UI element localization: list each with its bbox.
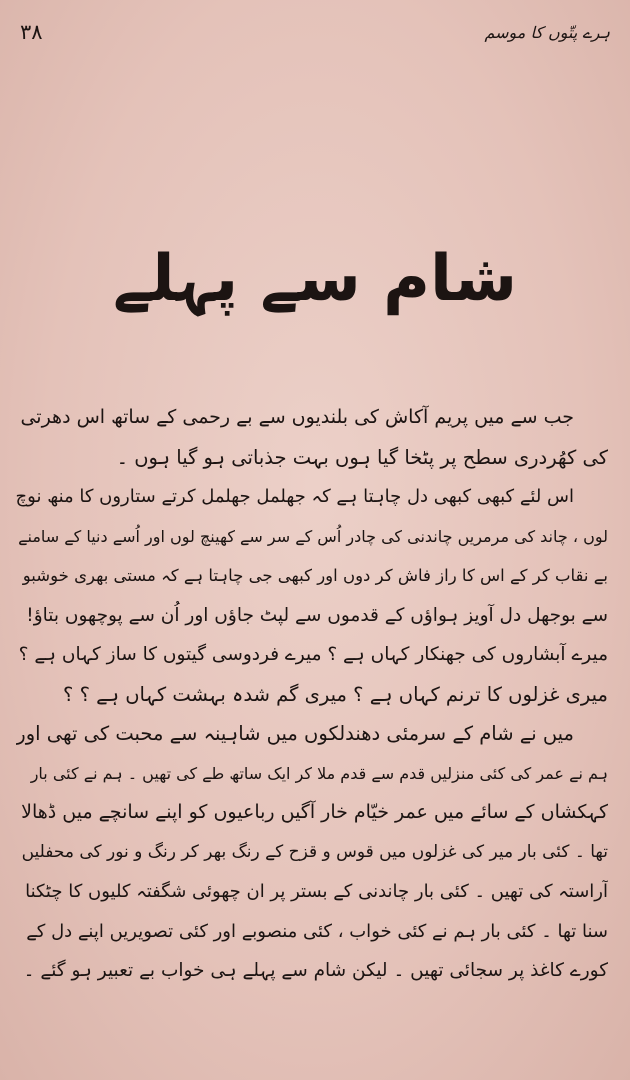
text-line: لوں ، چاند کی مرمریں چاندنی کی چادر اُس کے سر سے کھینچ لوں اور اُسے دنیا کے سامنے xyxy=(18,526,608,546)
text-line: آراستہ کی تھیں ۔ کئی بار چاندنی کے بستر پر ان چھوئی شگفتہ کلیوں کا چٹکنا xyxy=(25,881,608,902)
body-text xyxy=(16,398,608,991)
book-title: ہرے پتّوں کا موسم xyxy=(484,22,610,42)
text-line: کی کھُردری سطح پر پٹخا گیا ہوں بہت جذباتی ہو گیا ہوں ۔ xyxy=(116,445,608,469)
page-number: ۳۸ xyxy=(20,20,43,44)
text-line: بے نقاب کر کے اس کا راز فاش کر دوں اور کبھی جی چاہتا ہے کہ مستی بھری خوشبو xyxy=(22,566,608,585)
text-line: سے بوجھل دل آویز ہواؤں کے قدموں سے لپٹ جاؤں اور اُن سے پوچھوں بتاؤ! xyxy=(26,604,608,626)
text-line: ہم نے عمر کی کئی منزلیں قدم سے قدم ملا کر ایک ساتھ طے کی تھیں ۔ ہم نے کئی بار xyxy=(30,763,608,783)
running-header xyxy=(20,14,610,50)
text-line: کہکشاں کے سائے میں عمر خیّام خار آگیں رباعیوں کو اپنے سانچے میں ڈھالا xyxy=(21,801,608,823)
text-line: تھا ۔ کئی بار میر کی غزلوں میں قوس و قزح کے رنگ بھر کر رنگ و نور کی محفلیں xyxy=(21,841,608,862)
text-line: سنا تھا ۔ کئی بار ہم نے کئی خواب ، کئی منصوبے اور کئی تصویریں اپنے دل کے xyxy=(26,920,608,942)
text-line: اس لئے کبھی کبھی دل چاہتا ہے کہ جھلمل جھلمل کرتے ستاروں کا منھ نوچ xyxy=(16,486,574,507)
text-line: کورے کاغذ پر سجائی تھیں ۔ لیکن شام سے پہلے ہی خواب بے تعبیر ہو گئے ۔ xyxy=(23,960,608,981)
text-line: میری غزلوں کا ترنم کہاں ہے ؟ میری گم شدہ بہشت کہاں ہے ؟ ؟ xyxy=(63,682,608,706)
text-line: جب سے میں پریم آکاش کی بلندیوں سے بے رحمی کے ساتھ اس دھرتی xyxy=(20,406,574,428)
text-line: میرے آبشاروں کی جھنکار کہاں ہے ؟ میرے فردوسی گیتوں کا ساز کہاں ہے ؟ xyxy=(18,644,608,665)
chapter-title: شام سے پہلے xyxy=(112,242,518,316)
text-line: میں نے شام کے سرمئی دھندلکوں میں شاہینہ سے محبت کی تھی اور xyxy=(16,722,574,745)
